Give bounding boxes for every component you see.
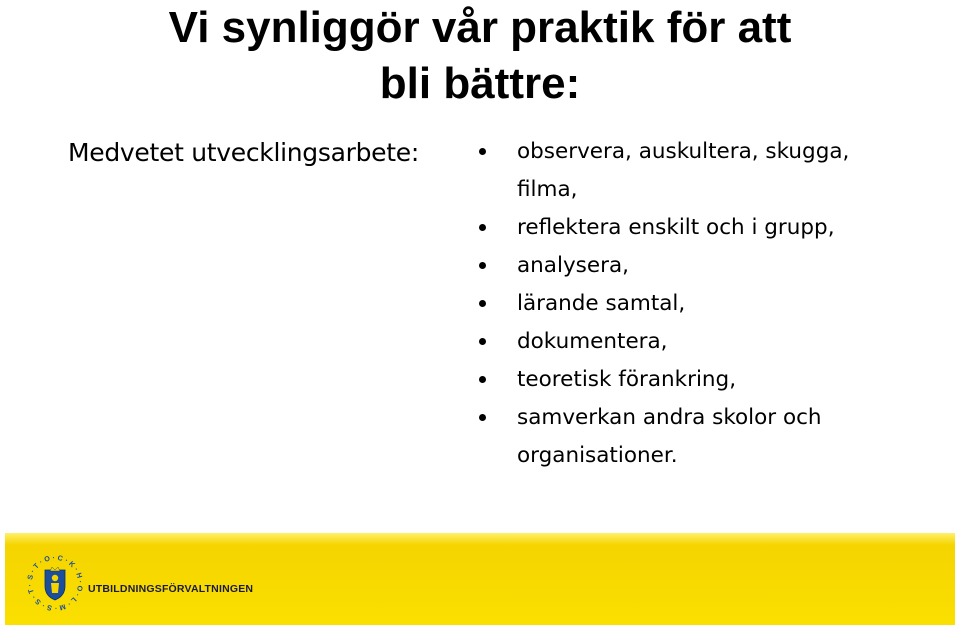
bullet-item [470,247,930,285]
bullet-item [470,399,930,475]
bullet-item [470,361,930,399]
org-name: UTBILDNINGSFÖRVALTNINGEN [88,583,254,595]
bullet-text-continuation: filma, [517,177,578,202]
bullet-item [470,133,930,209]
bullet-text: observera, auskultera, skugga, [517,139,850,164]
bullet-dot-icon [479,224,486,231]
bullet-dot-icon [479,376,486,383]
svg-text:S·T·O·C·K·H·O·L·M·S·S·T·A·D·: S·T·O·C·K·H·O·L·M·S·S·T· [25,553,85,613]
bullet-dot-icon [479,300,486,307]
bullet-text: dokumentera, [517,329,668,354]
footer-band [5,533,955,625]
bullet-dot-icon [479,414,486,421]
bullet-dot-icon [479,148,486,155]
bullet-text-continuation: organisationer. [517,443,678,468]
bullet-dot-icon [479,262,486,269]
slide-title-line-1: Vi synliggör vår praktik för att [168,3,792,52]
bullet-text: teoretisk förankring, [517,367,737,392]
bullet-item [470,323,930,361]
stockholms-stad-logo [25,553,85,613]
bullet-item [470,209,930,247]
slide-title [40,0,920,112]
section-label: Medvetet utvecklingsarbete: [68,138,419,167]
bullet-text: lärande samtal, [517,291,686,316]
bullet-item [470,285,930,323]
slide-title-line-2: bli bättre: [379,59,581,108]
city-seal-icon [25,553,85,613]
bullet-list [470,133,930,475]
bullet-text: reflektera enskilt och i grupp, [517,215,835,240]
bullet-dot-icon [479,338,486,345]
bullet-text: analysera, [517,253,629,278]
bullet-text: samverkan andra skolor och [517,405,822,430]
